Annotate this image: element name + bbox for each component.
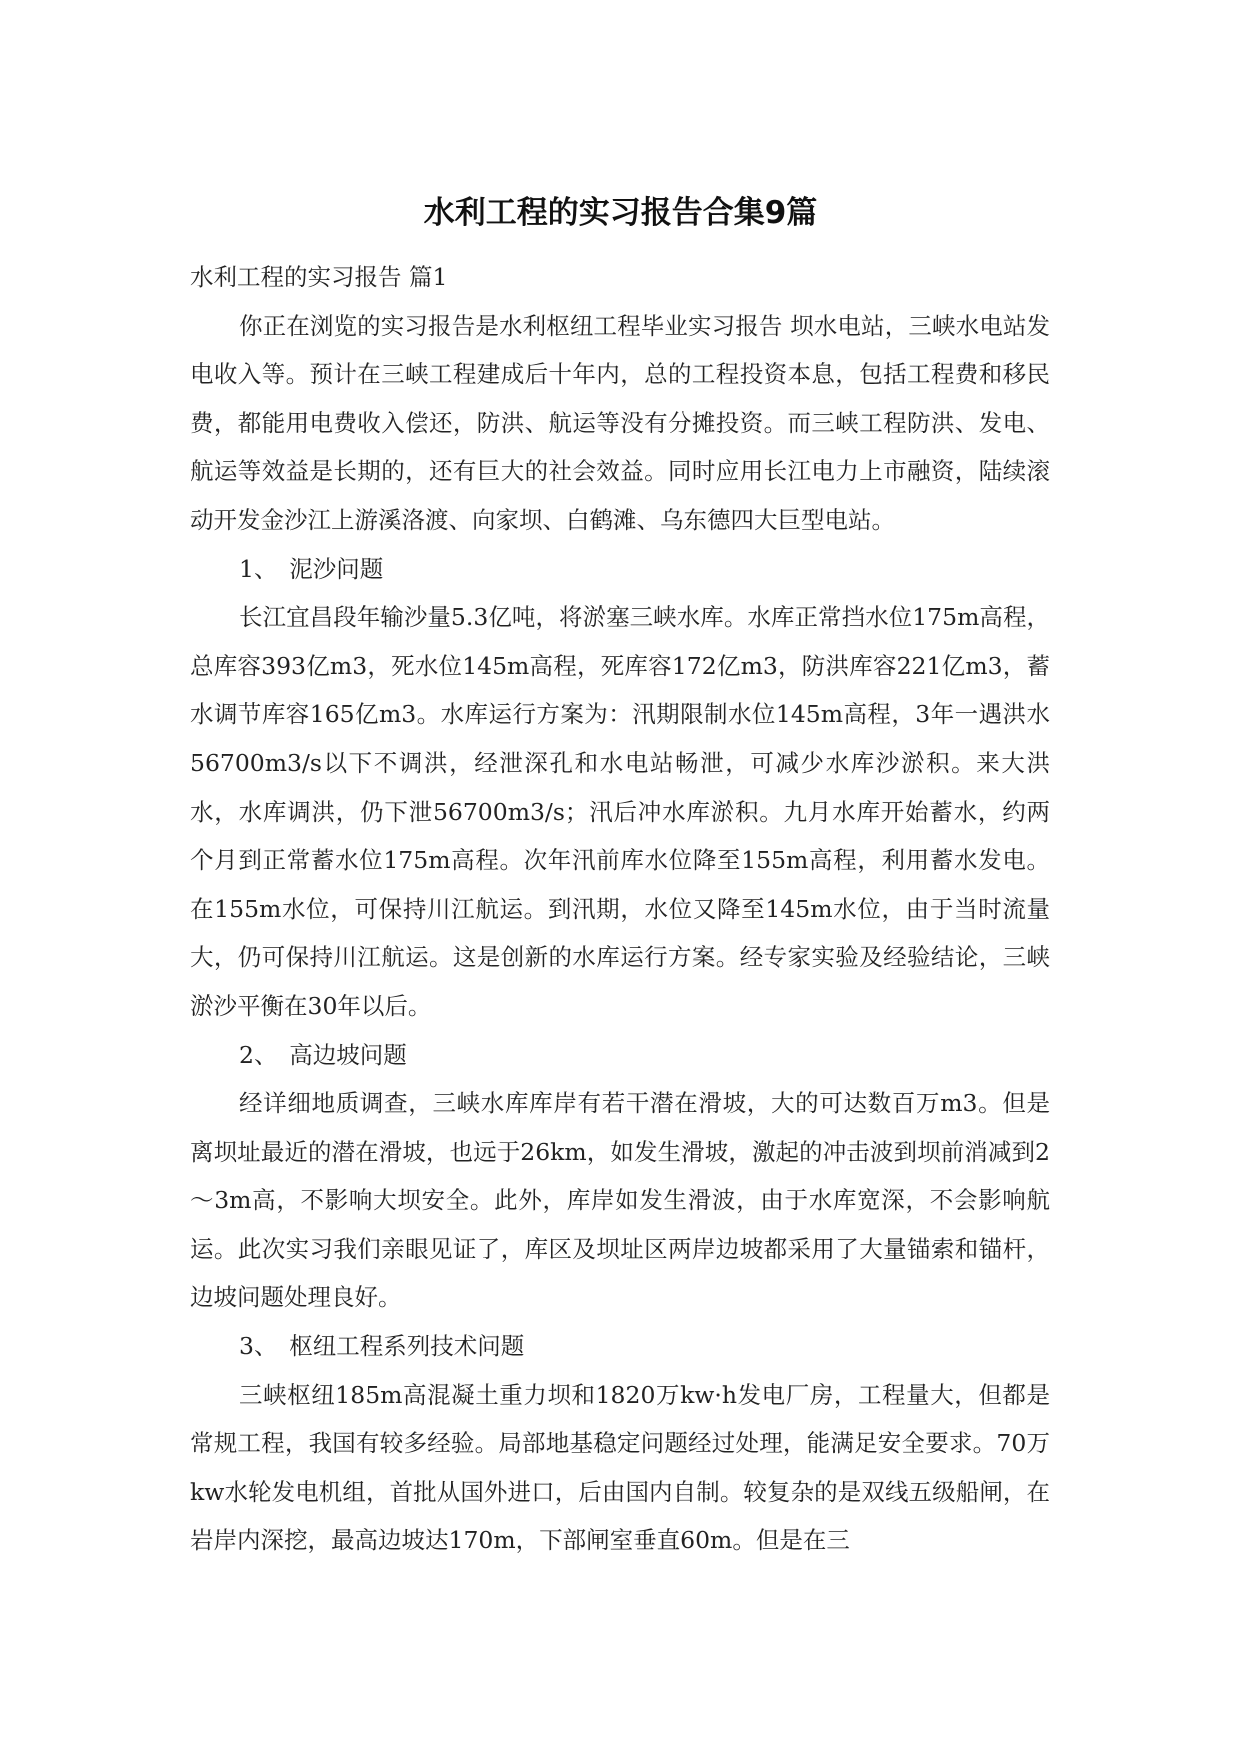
- intro-paragraph: 你正在浏览的实习报告是水利枢纽工程毕业实习报告 坝水电站，三峡水电站发电收入等。预计在三峡工程建成后十年内，总的工程投资本息，包括工程费和移民费，都能用电费收入偿还，防洪、航运等没有分摊投资。而三峡工程防洪、发电、航运等效益是长期的，还有巨大的社会效益。同时应用长江电力上市融资，陆续滚动开发金沙江上游溪洛渡、向家坝、白鹤滩、乌东德四大巨型电站。: [190, 311, 1050, 534]
- section-subtitle: 水利工程的实习报告 篇1: [190, 263, 448, 291]
- hub-paragraph: 三峡枢纽185m高混凝土重力坝和1820万kw·h发电厂房，工程量大，但都是常规工程，我国有较多经验。局部地基稳定问题经过处理，能满足安全要求。70万kw水轮发电机组，首批从国外进口，后由国内自制。较复杂的是双线五级船闸，在岩岸内深挖，最高边坡达170m，下部闸室垂直60m。但是在三: [190, 1380, 1050, 1555]
- sediment-paragraph: 长江宜昌段年输沙量5.3亿吨，将淤塞三峡水库。水库正常挡水位175m高程，总库容393亿m3，死水位145m高程，死库容172亿m3，防洪库容221亿m3，蓄水调节库容165亿m3。水库运行方案为：汛期限制水位145m高程，3年一遇洪水56700m3/s以下不调洪，经泄深孔和水电站畅泄，可减少水库沙淤积。来大洪水，水库调洪，仍下泄56700m3/s；汛后冲水库淤积。九月水库开始蓄水，约两个月到正常蓄水位175m高程。次年汛前库水位降至155m高程，利用蓄水发电。在155m水位，可保持川江航运。到汛期，水位又降至145m水位，由于当时流量大，仍可保持川江航运。这是创新的水库运行方案。经专家实验及经验结论，三峡淤沙平衡在30年以后。: [190, 603, 1050, 1020]
- document-body: [190, 253, 1050, 1565]
- section-heading-hub: 3、 枢纽工程系列技术问题: [239, 1332, 525, 1361]
- section-heading-slope: 2、 高边坡问题: [239, 1040, 407, 1069]
- document-title: 水利工程的实习报告合集9篇: [423, 195, 818, 231]
- section-heading-sediment: 1、 泥沙问题: [239, 554, 384, 583]
- slope-paragraph: 经详细地质调查，三峡水库库岸有若干潜在滑坡，大的可达数百万m3。但是离坝址最近的潜在滑坡，也远于26km，如发生滑坡，激起的冲击波到坝前消减到2～3m高，不影响大坝安全。此外，库岸如发生滑波，由于水库宽深，不会影响航运。此次实习我们亲眼见证了，库区及坝址区两岸边坡都采用了大量锚索和锚杆，边坡问题处理良好。: [190, 1089, 1050, 1312]
